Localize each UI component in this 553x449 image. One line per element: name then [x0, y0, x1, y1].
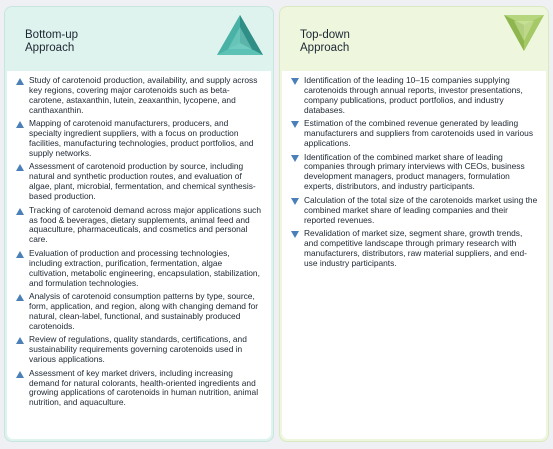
list-item-text: Estimation of the combined revenue generated by leading manufacturers and suppliers from carotenoids used in various applications.	[304, 118, 534, 149]
list-item	[15, 162, 263, 202]
list-item-text: Revalidation of market size, segment share, growth trends, and competitive landscape through primary research with manufacturers, distributors, raw material suppliers, and end-use industry participants.	[304, 228, 527, 268]
list-item-text: Tracking of carotenoid demand across major applications such as food & beverages, dietary supplements, animal feed and aquaculture, pharmaceuticals, and cosmetics and personal care.	[29, 204, 261, 245]
bottom-up-title: Bottom-up Approach	[25, 29, 79, 54]
bottom-up-panel	[4, 6, 274, 442]
list-item	[290, 153, 538, 193]
triangle-down-icon	[291, 231, 299, 238]
list-item	[15, 335, 263, 365]
list-item-text: Study of carotenoid production, availability, and supply across key regions, covering major carotenoids such as beta-carotene, astaxanthin, lutein, zeaxanthin, lycopene, and canthaxanthin.	[29, 75, 258, 115]
list-item-text: Identification of the leading 10–15 companies supplying carotenoids through annual reports, investor presentations, company publications, product portfolios, and industry databases.	[304, 75, 523, 115]
top-down-list	[282, 71, 546, 269]
triangle-up-icon	[16, 78, 24, 85]
list-item-text: Review of regulations, quality standards, certifications, and sustainability requirements governing carotenoids used in various applications.	[29, 334, 247, 365]
list-item-text: Identification of the combined market share of leading companies through primary interviews with CEOs, business development managers, product managers, formulation experts, distributors, and industry participants.	[304, 151, 525, 192]
list-item-text: Assessment of key market drivers, including increasing demand for natural colorants, health-oriented ingredients and growing applications of carotenoids in human nutrition, animal nutrition, and aquaculture.	[29, 367, 259, 408]
triangle-down-icon	[291, 155, 299, 162]
list-item	[15, 206, 263, 246]
bottom-up-body	[7, 71, 271, 439]
top-down-body	[282, 71, 546, 439]
list-item-text: Evaluation of production and processing technologies, including extraction, purification, fermentation, algae cultivation, metabolic engineering, encapsulation, stabilization, and formulation technologies.	[29, 247, 260, 288]
pyramid-up-icon	[215, 13, 265, 57]
list-item-text: Calculation of the total size of the carotenoids market using the combined market share of leading companies and their reported revenues.	[304, 194, 538, 225]
list-item	[15, 369, 263, 409]
triangle-up-icon	[16, 164, 24, 171]
list-item	[290, 119, 538, 149]
triangle-up-icon	[16, 251, 24, 258]
list-item	[290, 76, 538, 116]
list-item	[15, 119, 263, 159]
triangle-up-icon	[16, 371, 24, 378]
list-item-text: Analysis of carotenoid consumption patterns by type, source, form, application, and region, along with changing demand for natural, clean-label, functional, and sustainably produced carotenoids.	[29, 291, 259, 331]
top-down-header	[280, 7, 548, 67]
list-item	[15, 292, 263, 332]
list-item	[15, 249, 263, 289]
bottom-up-list	[7, 71, 271, 408]
triangle-up-icon	[16, 337, 24, 344]
top-down-panel	[279, 6, 549, 442]
triangle-down-icon	[291, 198, 299, 205]
triangle-up-icon	[16, 294, 24, 301]
triangle-up-icon	[16, 121, 24, 128]
top-down-title: Top-down Approach	[300, 29, 350, 54]
list-item	[15, 76, 263, 116]
triangle-down-icon	[291, 78, 299, 85]
triangle-up-icon	[16, 208, 24, 215]
list-item	[290, 229, 538, 269]
bottom-up-header	[5, 7, 273, 67]
triangle-down-icon	[291, 121, 299, 128]
pyramid-down-icon	[502, 13, 546, 53]
list-item-text: Mapping of carotenoid manufacturers, producers, and specialty ingredient suppliers, with a focus on production facilities, manufacturing technologies, product portfolios, and supply networks.	[29, 118, 254, 158]
list-item	[290, 196, 538, 226]
list-item-text: Assessment of carotenoid production by source, including natural and synthetic production routes, and evaluation of algae, plant, microbial, fermentation, and chemical synthesis-based production.	[29, 161, 256, 202]
